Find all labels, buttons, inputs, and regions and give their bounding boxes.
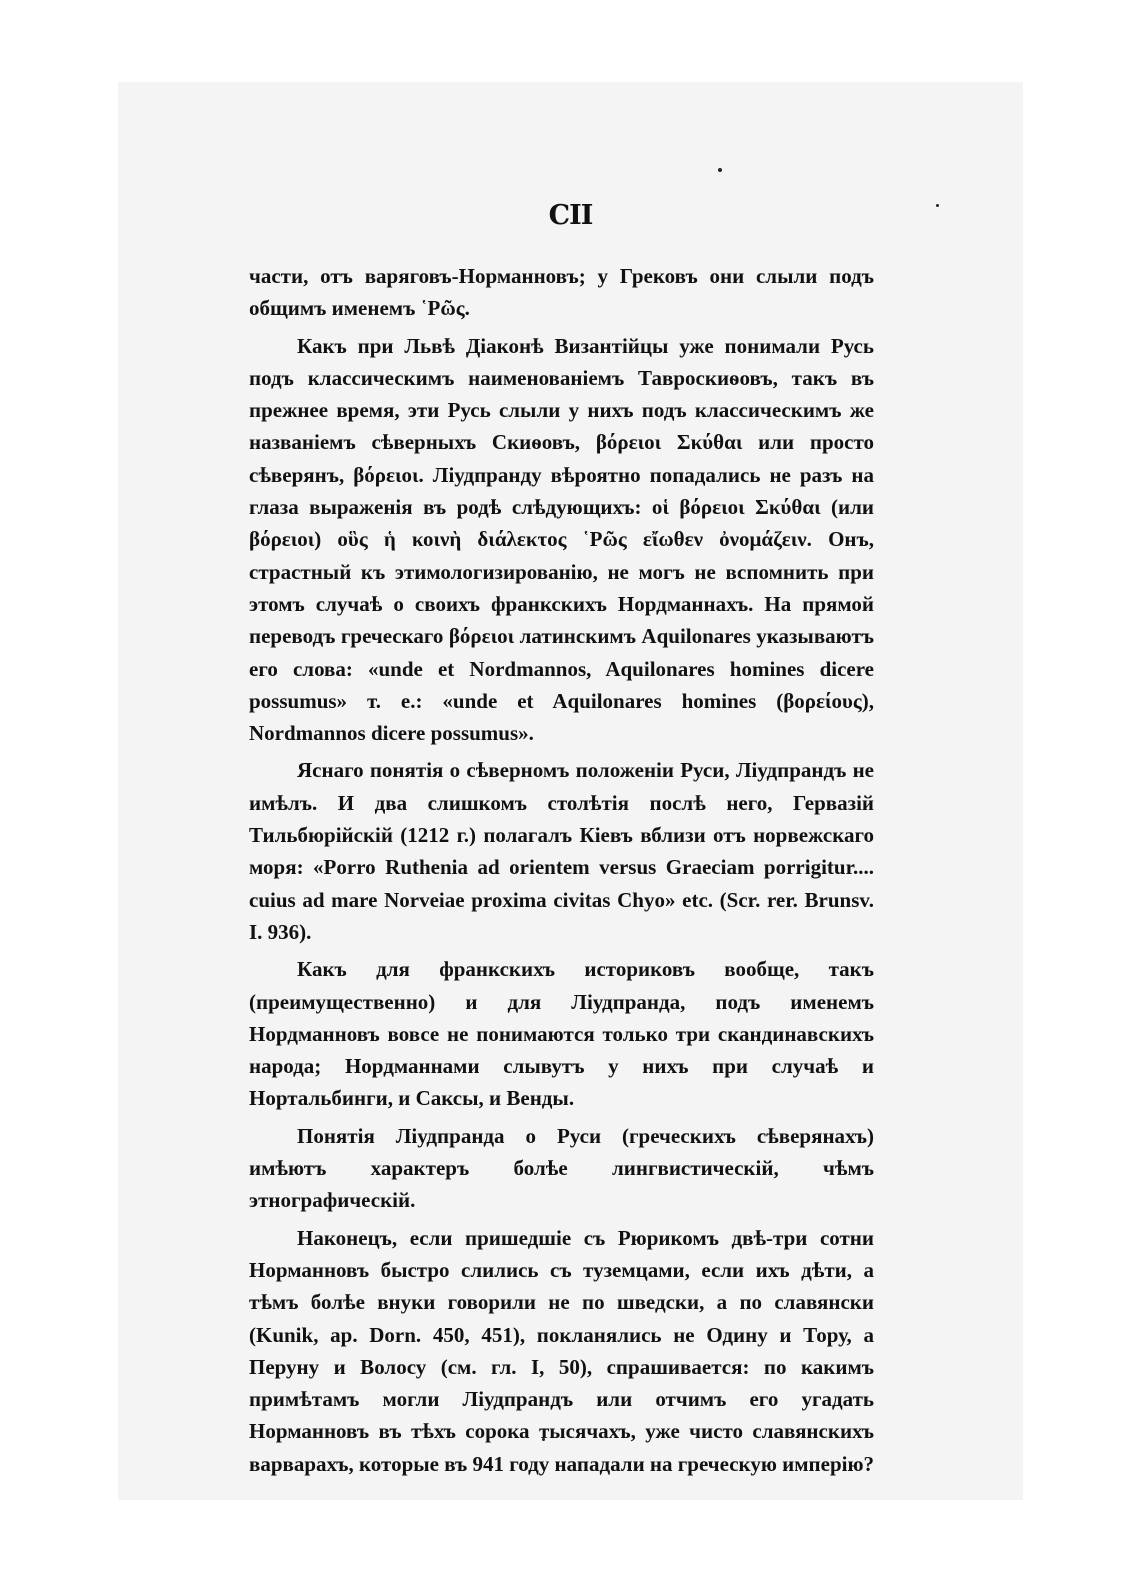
paragraph: Какъ при Львѣ Діаконѣ Византійцы уже понимали Русь подъ классическимъ наименованіемъ Тавроскиѳовъ, такъ въ прежнее время, эти Русь слыли у нихъ подъ классическимъ же названіемъ сѣверныхъ Скиѳовъ, βόρειοι Σκύθαι или просто сѣверянъ, βόρειοι. Ліудпранду вѣроятно попадались не разъ на глаза выраженія въ родѣ слѣдующихъ: οἱ βόρειοι Σκύθαι (или βόρειοι) οὓς ἡ κοινὴ διάλεκτος ῾Ρῶς εἴωθεν ὀνομάζειν. Онъ, страстный къ этимологизированію, не могъ не вспомнить при этомъ случаѣ о своихъ франкскихъ Нордманнахъ. На прямой переводъ греческаго βόρειοι латинскимъ Aquilonares указываютъ его слова: «unde et Nordmannos, Aquilonares homines dicere possumus» т. е.: «unde et Aquilonares homines (βορείους), Nordmannos dicere possumus». — [249, 333, 874, 746]
paragraph: Какъ для франкскихъ историковъ вообще, такъ (преимущественно) и для Ліудпранда, подъ именемъ Нордманновъ вовсе не понимаются только три скандинавскихъ народа; Нордманнами слывутъ у нихъ при случаѣ и Нортальбинги, и Саксы, и Венды. — [249, 957, 874, 1111]
paragraph: Наконецъ, если пришедшіе съ Рюрикомъ двѣ-три сотни Норманновъ быстро слились съ туземцами, если ихъ дѣти, а тѣмъ болѣе внуки говорили не по шведски, а по славянски (Kunik, ap. Dorn. 450, 451), покланялись не Одину и Тору, а Перуну и Волосу (см. гл. I, 50), спрашивается: по какимъ примѣтамъ могли Ліудпрандъ или отчимъ его угадать Норманновъ въ тѣхъ сорока тысячахъ, уже чисто славянскихъ варварахъ, которые въ 941 году нападали на греческую имперію? — [249, 1225, 875, 1476]
ink-speck — [718, 168, 722, 172]
book-page — [118, 82, 1023, 1500]
paragraph: части, отъ варяговъ-Норманновъ; у Грековъ они слыли подъ общимъ именемъ ῾Ρῶς. — [249, 264, 874, 321]
paragraph: Понятія Ліудпранда о Руси (греческихъ сѣверянахъ) имѣютъ характеръ болѣе лингвистическій, чѣмъ этнографическій. — [249, 1123, 874, 1213]
page-number: CII — [548, 200, 593, 231]
paragraph: Яснаго понятія о сѣверномъ положеніи Руси, Ліудпрандъ не имѣлъ. И два слишкомъ столѣтія послѣ него, Гервазій Тильбюрійскій (1212 г.) полагалъ Кіевъ вблизи отъ норвежскаго моря: «Porro Ruthenia ad orientem versus Graeciam porrigitur.... cuius ad mare Norveiae proxima civitas Chyo» etc. (Scr. rer. Brunsv. I. 936). — [249, 758, 874, 944]
body-text — [249, 260, 874, 1480]
ink-speck — [936, 204, 939, 207]
